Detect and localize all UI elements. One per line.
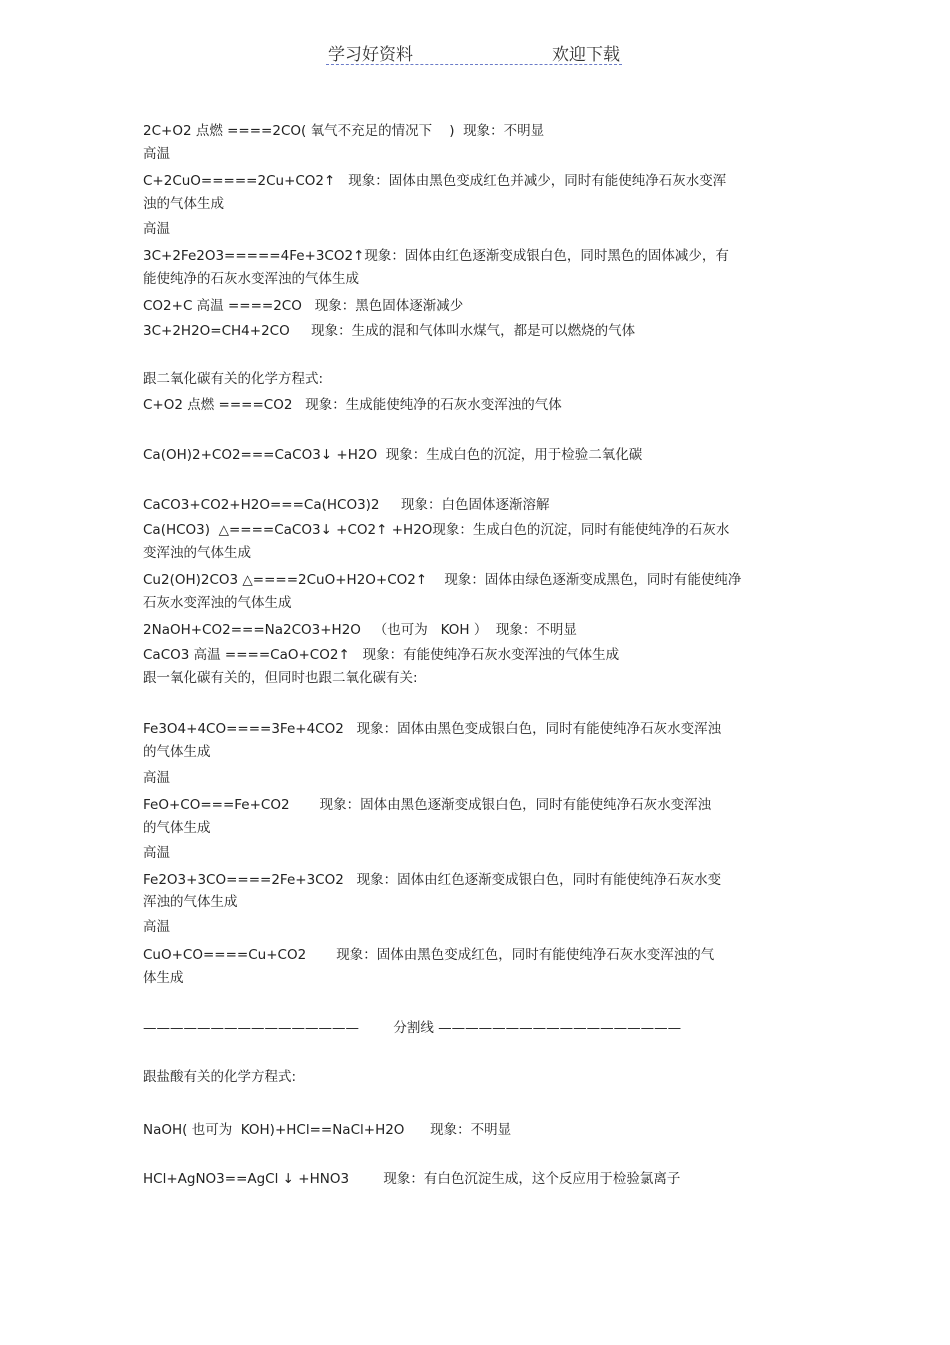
text-line: CO2+C 高温 ====2CO 现象：黑色固体逐渐减少 bbox=[143, 298, 464, 314]
text-line: C+2CuO=====2Cu+CO2↑ 现象：固体由黑色变成红色并减少，同时有能使纯净石灰水变浑 bbox=[143, 173, 727, 189]
text-line: C+O2 点燃 ====CO2 现象：生成能使纯净的石灰水变浑浊的气体 bbox=[143, 397, 562, 413]
text-line: CaCO3 高温 ====CaO+CO2↑ 现象：有能使纯净石灰水变浑浊的气体生成 bbox=[143, 647, 620, 663]
text-line: 2NaOH+CO2===Na2CO3+H2O （也可为 KOH ） 现象：不明显 bbox=[143, 622, 577, 638]
text-line: Fe3O4+4CO====3Fe+4CO2 现象：固体由黑色变成银白色，同时有能使纯净石灰水变浑浊 bbox=[143, 721, 722, 737]
section-heading: 跟二氧化碳有关的化学方程式: bbox=[143, 371, 324, 387]
text-line: 高温 bbox=[143, 919, 170, 935]
text-line: 3C+2H2O=CH4+2CO 现象：生成的混和气体叫水煤气，都是可以燃烧的气体 bbox=[143, 323, 636, 339]
section-heading: 跟盐酸有关的化学方程式: bbox=[143, 1069, 297, 1085]
text-line: HCl+AgNO3==AgCl ↓ +HNO3 现象：有白色沉淀生成，这个反应用于检验氯离子 bbox=[143, 1171, 681, 1187]
text-line: 高温 bbox=[143, 770, 170, 786]
text-line: 高温 bbox=[143, 146, 170, 162]
header-right-text: 欢迎下载 bbox=[552, 45, 620, 65]
text-line: Cu2(OH)2CO3 △====2CuO+H2O+CO2↑ 现象：固体由绿色逐渐变成黑色，同时有能使纯净 bbox=[143, 572, 742, 588]
text-line: 浊的气体生成 bbox=[143, 196, 224, 212]
page-header bbox=[326, 40, 622, 65]
text-line: 石灰水变浑浊的气体生成 bbox=[143, 595, 292, 611]
text-line: 高温 bbox=[143, 845, 170, 861]
text-line: 高温 bbox=[143, 221, 170, 237]
text-line: CaCO3+CO2+H2O===Ca(HCO3)2 现象：白色固体逐渐溶解 bbox=[143, 497, 550, 513]
header-left-text: 学习好资料 bbox=[328, 45, 413, 65]
text-line: 变浑浊的气体生成 bbox=[143, 545, 251, 561]
text-line: 浑浊的气体生成 bbox=[143, 894, 238, 910]
text-line: 的气体生成 bbox=[143, 744, 211, 760]
text-line: Fe2O3+3CO====2Fe+3CO2 现象：固体由红色逐渐变成银白色，同时有能使纯净石灰水变 bbox=[143, 872, 722, 888]
text-line: NaOH( 也可为 KOH)+HCl==NaCl+H2O 现象：不明显 bbox=[143, 1122, 512, 1138]
text-line: 能使纯净的石灰水变浑浊的气体生成 bbox=[143, 271, 359, 287]
text-line: 的气体生成 bbox=[143, 820, 211, 836]
divider-line: ———————————————— 分割线 —————————————————— bbox=[143, 1020, 682, 1036]
text-line: 3C+2Fe2O3=====4Fe+3CO2↑现象：固体由红色逐渐变成银白色，同时黑色的固体减少，有 bbox=[143, 248, 729, 264]
text-line: CuO+CO====Cu+CO2 现象：固体由黑色变成红色，同时有能使纯净石灰水变浑浊的气 bbox=[143, 947, 715, 963]
text-line: FeO+CO===Fe+CO2 现象：固体由黑色逐渐变成银白色，同时有能使纯净石灰水变浑浊 bbox=[143, 797, 712, 813]
text-line: 体生成 bbox=[143, 970, 184, 986]
text-line: 2C+O2 点燃 ====2CO( 氧气不充足的情况下 ) 现象：不明显 bbox=[143, 123, 545, 139]
section-heading: 跟一氧化碳有关的，但同时也跟二氧化碳有关: bbox=[143, 670, 418, 686]
text-line: Ca(HCO3) △====CaCO3↓ +CO2↑ +H2O现象：生成白色的沉淀，同时有能使纯净的石灰水 bbox=[143, 522, 730, 538]
text-line: Ca(OH)2+CO2===CaCO3↓ +H2O 现象：生成白色的沉淀，用于检验二氧化碳 bbox=[143, 447, 643, 463]
